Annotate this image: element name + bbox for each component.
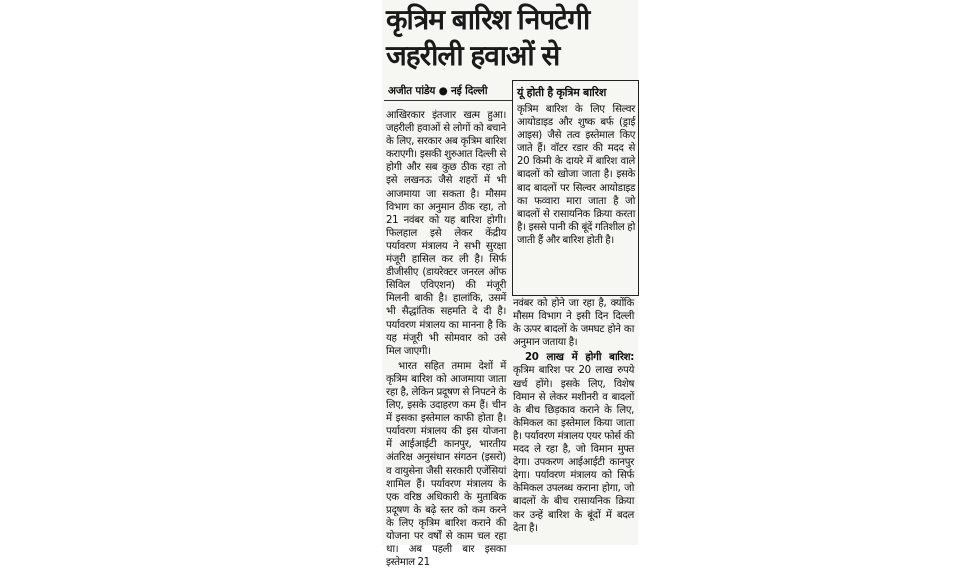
subhead: 20 लाख में होगी बारिश: bbox=[525, 352, 634, 364]
paragraph-cost-text: कृत्रिम बारिश पर 20 लाख रुपये खर्च होंगे। इसके लिए, विशेष विमान से लेकर मशीनरी व बादलों के बीच छिड़काव कराने के लिए, केमिकल का इस्तेमाल किया जाता है। पर्यावरण मंत्रालय एयर फोर्स की मदद ले रहा है, जो विमान मुफ्त देगा। उपकरण आईआईटी कानपुर देगा। पर्यावरण मंत्रालय को सिर्फ केमिकल उपलब्ध कराना होगा, जो बादलों के बीच रासायनिक क्रिया कर उन्हें बारिश के बूंदों में बदल देता है। bbox=[513, 365, 634, 534]
right-column bbox=[513, 297, 634, 545]
paragraph-second: भारत सहित तमाम देशों में कृत्रिम बारिश को आजमाया जाता रहा है, लेकिन प्रदूषण से निपटने के लिए, इसके उदाहरण कम हैं। चीन में इसका इस्तेमाल काफी होता है। पर्यावरण मंत्रालय की इस योजना में आईआईटी कानपुर, भारतीय अंतरिक्ष अनुसंधान संगठन (इसरो) व वायुसेना जैसी सरकारी एजेंसियां शामिल हैं। पर्यावरण मंत्रालय के एक वरिष्ठ अधिकारी के मुताबिक प्रदूषण के बढ़े स्तर को कम करने के लिए कृत्रिम बारिश कराने की योजना पर वर्षों से काम चल रहा था। अब पहली बार इसका इस्तेमाल 21 bbox=[386, 360, 506, 569]
info-box-text: कृत्रिम बारिश के लिए सिल्वर आयोडाइड और शुष्क बर्फ (ड्राई आइस) जैसे तत्व इस्तेमाल किए जाते हैं। वॉटर रडार की मदद से 20 किमी के दायरे में बारिश वाले बादलों को खोजा जाता है। इसके बाद बादलों पर सिल्वर आयोडाइड का फव्वारा मारा जाता है जो बादलों से रासायनिक क्रिया करता है। इससे पानी की बूंदें गतिशील हो जाती हैं और बारिश होती है। bbox=[517, 104, 635, 246]
newspaper-clipping bbox=[382, 0, 638, 569]
paragraph-continuation: नवंबर को होने जा रहा है, क्योंकि मौसम विभाग ने इसी दिन दिल्ली के ऊपर बादलों के जमघट होने का अनुमान जताया है। bbox=[513, 298, 634, 349]
paragraph-cost bbox=[513, 351, 634, 534]
left-column bbox=[386, 109, 506, 569]
byline: अजीत पांडेय ● नई दिल्ली bbox=[388, 85, 488, 97]
headline: कृत्रिम बारिश निपटेगी जहरीली हवाओं से bbox=[386, 3, 590, 72]
paragraph-intro: आखिरकार इंतजार खत्म हुआ। जहरीली हवाओं से लोगों को बचाने के लिए, सरकार अब कृत्रिम बारिश कराएगी। इसकी शुरुआत दिल्ली से होगी और सब कुछ ठीक रहा तो इसे लखनऊ जैसे शहरों में भी आजमाया जा सकता है। मौसम विभाग का अनुमान ठीक रहा, तो 21 नवंबर को यह बारिश होगी। फिलहाल इसे लेकर केंद्रीय पर्यावरण मंत्रालय ने सभी सुरक्षा मंजूरी हासिल कर ली है। सिर्फ डीजीसीए (डायरेक्टर जनरल ऑफ सिविल एविएशन) की मंजूरी मिलनी बाकी है। हालांकि, उसमें भी सैद्धांतिक सहमति दे दी है। पर्यावरण मंत्रालय का मानना है कि यह मंजूरी भी सोमवार को उसे मिल जाएगी। bbox=[386, 110, 506, 357]
info-box-title: यूं होती है कृत्रिम बारिश bbox=[517, 86, 607, 99]
info-box bbox=[512, 80, 639, 296]
